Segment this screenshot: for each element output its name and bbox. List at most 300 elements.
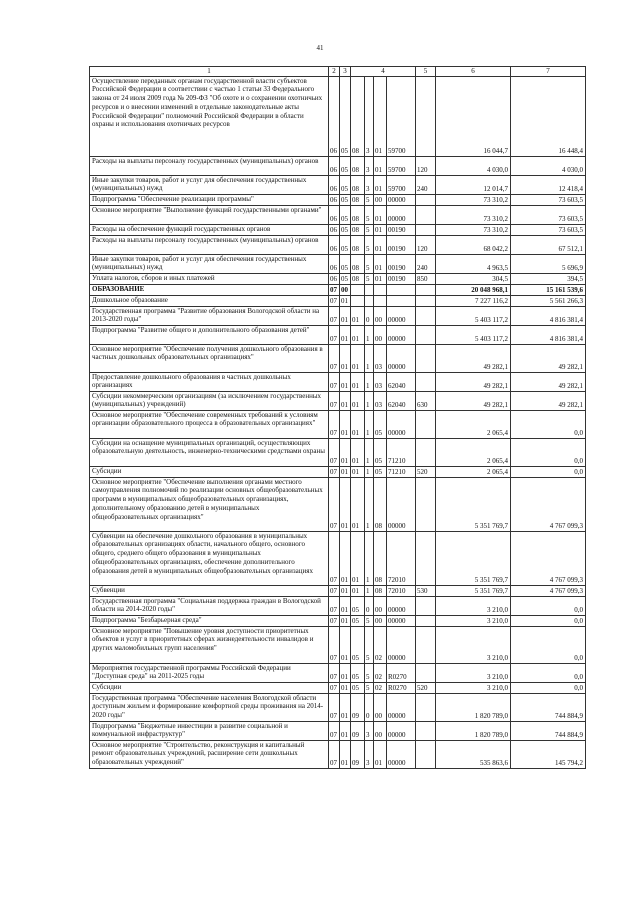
- row-code-section: 07: [329, 721, 340, 740]
- table-row: [90, 235, 586, 254]
- row-code-subsection: 05: [340, 273, 351, 284]
- row-value-year1: 2 065,4: [436, 438, 511, 466]
- row-code-subsection: 05: [340, 235, 351, 254]
- row-code-program: 08: [351, 175, 365, 194]
- row-code-expense-type: [416, 596, 436, 615]
- row-code-subsection: 01: [340, 693, 351, 721]
- row-code-program: 05: [351, 682, 365, 693]
- table-row: [90, 410, 586, 438]
- row-name-cell: Дошкольное образование: [90, 295, 329, 306]
- table-row: [90, 325, 586, 344]
- row-value-year1: 3 210,0: [436, 626, 511, 663]
- row-value-year1: 4 030,0: [436, 156, 511, 175]
- row-code-subprogram: 1: [365, 372, 374, 391]
- row-code-subsection: 00: [340, 284, 351, 295]
- row-code-expense-type: 520: [416, 682, 436, 693]
- row-code-section: 06: [329, 224, 340, 235]
- row-code-subprogram: 5: [365, 224, 374, 235]
- table-row: [90, 284, 586, 295]
- row-code-direction: 00000: [387, 615, 416, 626]
- row-code-subprogram: 1: [365, 391, 374, 410]
- row-code-program: [351, 284, 365, 295]
- row-code-expense-type: [416, 663, 436, 682]
- row-value-year1: 49 282,1: [436, 372, 511, 391]
- row-code-direction: 00190: [387, 235, 416, 254]
- row-code-section: 07: [329, 466, 340, 477]
- row-code-subprogram: 5: [365, 254, 374, 273]
- row-code-activity: 00: [374, 693, 387, 721]
- row-name-cell: Субсидии: [90, 682, 329, 693]
- row-value-year2: 49 282,1: [511, 372, 586, 391]
- row-name-cell: Иные закупки товаров, работ и услуг для обеспечения государственных (муниципальных) нужд: [90, 175, 329, 194]
- row-code-subsection: 01: [340, 325, 351, 344]
- row-code-direction: 00000: [387, 740, 416, 768]
- row-code-activity: 01: [374, 235, 387, 254]
- row-code-section: 07: [329, 306, 340, 325]
- row-code-subprogram: 1: [365, 344, 374, 372]
- row-code-expense-type: [416, 372, 436, 391]
- row-code-expense-type: 520: [416, 466, 436, 477]
- row-value-year1: 49 282,1: [436, 344, 511, 372]
- row-code-subsection: 01: [340, 721, 351, 740]
- row-value-year1: 5 351 769,7: [436, 531, 511, 585]
- row-value-year2: 73 603,5: [511, 205, 586, 224]
- header-cell-4: 4: [351, 67, 416, 77]
- row-code-expense-type: [416, 344, 436, 372]
- row-code-direction: R0270: [387, 663, 416, 682]
- row-code-expense-type: [416, 626, 436, 663]
- row-code-subprogram: 5: [365, 615, 374, 626]
- row-name-cell: Подпрограмма "Развитие общего и дополнительного образования детей": [90, 325, 329, 344]
- row-code-expense-type: [416, 693, 436, 721]
- row-code-activity: 00: [374, 306, 387, 325]
- row-value-year2: 0,0: [511, 663, 586, 682]
- row-code-activity: 00: [374, 615, 387, 626]
- row-code-subprogram: 3: [365, 721, 374, 740]
- row-code-direction: 59700: [387, 76, 416, 156]
- table-row: [90, 175, 586, 194]
- row-code-subsection: 01: [340, 585, 351, 596]
- row-code-activity: 08: [374, 585, 387, 596]
- row-code-subprogram: 5: [365, 235, 374, 254]
- row-code-expense-type: 120: [416, 235, 436, 254]
- row-code-program: 01: [351, 410, 365, 438]
- row-value-year2: 0,0: [511, 466, 586, 477]
- row-code-program: [351, 295, 365, 306]
- row-code-program: 01: [351, 531, 365, 585]
- row-name-cell: Основное мероприятие "Обеспечение современных требований к условиям организации образовательного процесса в образовательных организациях": [90, 410, 329, 438]
- row-value-year1: 4 963,5: [436, 254, 511, 273]
- row-code-subprogram: 5: [365, 273, 374, 284]
- row-code-section: 07: [329, 391, 340, 410]
- row-code-subsection: 01: [340, 477, 351, 531]
- row-code-subsection: 01: [340, 344, 351, 372]
- row-code-direction: 59700: [387, 175, 416, 194]
- table-row: [90, 721, 586, 740]
- row-code-activity: 02: [374, 626, 387, 663]
- row-code-direction: 00000: [387, 693, 416, 721]
- row-code-section: 06: [329, 76, 340, 156]
- row-code-expense-type: [416, 194, 436, 205]
- row-value-year1: 535 863,6: [436, 740, 511, 768]
- table-row: [90, 194, 586, 205]
- table-row: [90, 273, 586, 284]
- row-code-program: 05: [351, 626, 365, 663]
- row-code-section: 07: [329, 438, 340, 466]
- row-code-direction: 00000: [387, 306, 416, 325]
- row-value-year1: 3 210,0: [436, 663, 511, 682]
- row-code-section: 07: [329, 615, 340, 626]
- row-code-activity: 01: [374, 76, 387, 156]
- row-value-year2: 0,0: [511, 596, 586, 615]
- row-code-activity: 03: [374, 391, 387, 410]
- table-row: [90, 663, 586, 682]
- row-code-direction: 00190: [387, 273, 416, 284]
- row-code-direction: 00000: [387, 410, 416, 438]
- row-code-program: 09: [351, 693, 365, 721]
- table-row: [90, 224, 586, 235]
- row-code-program: 08: [351, 273, 365, 284]
- row-code-activity: 08: [374, 477, 387, 531]
- row-value-year2: 4 767 099,3: [511, 477, 586, 531]
- row-code-subsection: 01: [340, 663, 351, 682]
- row-code-subsection: 01: [340, 295, 351, 306]
- row-value-year2: 145 794,2: [511, 740, 586, 768]
- row-value-year2: 5 696,9: [511, 254, 586, 273]
- row-value-year2: 744 884,9: [511, 721, 586, 740]
- row-name-cell: Субсидии на оснащение муниципальных организаций, осуществляющих образовательную деятельность, инженерно-техническими средствами охраны: [90, 438, 329, 466]
- row-code-section: 06: [329, 175, 340, 194]
- row-code-subprogram: 1: [365, 325, 374, 344]
- row-code-program: 08: [351, 76, 365, 156]
- row-code-expense-type: [416, 740, 436, 768]
- row-code-expense-type: 530: [416, 585, 436, 596]
- table-row: [90, 615, 586, 626]
- row-code-activity: 00: [374, 721, 387, 740]
- row-code-program: 08: [351, 194, 365, 205]
- row-value-year2: 67 512,1: [511, 235, 586, 254]
- row-name-cell: Основное мероприятие "Строительство, реконструкция и капитальный ремонт образовательных учреждений, расширение сети дошкольных образовательных учреждений": [90, 740, 329, 768]
- row-code-direction: 72010: [387, 585, 416, 596]
- row-name-cell: Субсидии некоммерческим организациям (за исключением государственных (муниципальных) учреждений): [90, 391, 329, 410]
- row-code-program: 08: [351, 156, 365, 175]
- row-name-cell: Уплата налогов, сборов и иных платежей: [90, 273, 329, 284]
- row-code-subsection: 01: [340, 740, 351, 768]
- row-name-cell: Субвенции на обеспечение дошкольного образования в муниципальных образовательных организациях области, начального общего, основного общего, среднего общего образования в муниципальных общеобразовательных организациях, обеспечение дополнительного образования детей в муниципальных общеобразовательных организациях: [90, 531, 329, 585]
- table-row: [90, 596, 586, 615]
- row-value-year2: 394,5: [511, 273, 586, 284]
- row-value-year1: 73 310,2: [436, 205, 511, 224]
- row-code-direction: 00000: [387, 344, 416, 372]
- row-code-subprogram: 5: [365, 205, 374, 224]
- row-value-year1: 5 403 117,2: [436, 325, 511, 344]
- row-code-activity: [374, 295, 387, 306]
- row-code-program: 09: [351, 740, 365, 768]
- row-value-year1: 3 210,0: [436, 615, 511, 626]
- row-code-subsection: 01: [340, 466, 351, 477]
- row-name-cell: Субвенции: [90, 585, 329, 596]
- table-row: [90, 295, 586, 306]
- row-name-cell: Основное мероприятие "Повышение уровня доступности приоритетных объектов и услуг в приоритетных сферах жизнедеятельности инвалидов и других маломобильных групп населения": [90, 626, 329, 663]
- row-code-subsection: 05: [340, 194, 351, 205]
- row-value-year1: 12 014,7: [436, 175, 511, 194]
- table-row: [90, 693, 586, 721]
- row-value-year1: 20 048 968,1: [436, 284, 511, 295]
- row-code-activity: 01: [374, 205, 387, 224]
- row-name-cell: Основное мероприятие "Обеспечение выполнения органами местного самоуправления полномочий по реализации основных общеобразовательных программ в муниципальных общеобразовательных организациях, дополнительному образованию детей в муниципальных общеобразовательных организациях": [90, 477, 329, 531]
- row-name-cell: Подпрограмма "Обеспечение реализации программы": [90, 194, 329, 205]
- row-code-subprogram: 1: [365, 438, 374, 466]
- row-code-subsection: 05: [340, 156, 351, 175]
- row-name-cell: Расходы на выплаты персоналу государственных (муниципальных) органов: [90, 156, 329, 175]
- row-code-subprogram: 1: [365, 410, 374, 438]
- row-name-cell: Подпрограмма "Бюджетные инвестиции в развитие социальной и коммунальной инфраструктур": [90, 721, 329, 740]
- row-code-direction: 72010: [387, 531, 416, 585]
- row-code-subsection: 05: [340, 224, 351, 235]
- row-code-direction: 00190: [387, 254, 416, 273]
- row-code-section: 07: [329, 682, 340, 693]
- table-row: [90, 391, 586, 410]
- row-code-section: 07: [329, 740, 340, 768]
- row-code-expense-type: 850: [416, 273, 436, 284]
- row-code-subprogram: 1: [365, 466, 374, 477]
- row-code-program: 08: [351, 235, 365, 254]
- row-code-subsection: 01: [340, 391, 351, 410]
- row-code-activity: 08: [374, 531, 387, 585]
- row-code-subsection: 01: [340, 682, 351, 693]
- row-code-section: 07: [329, 663, 340, 682]
- row-code-subprogram: 5: [365, 682, 374, 693]
- row-name-cell: Субсидии: [90, 466, 329, 477]
- header-cell-6: 6: [436, 67, 511, 77]
- row-code-direction: R0270: [387, 682, 416, 693]
- row-code-program: 08: [351, 205, 365, 224]
- row-value-year2: 73 603,5: [511, 194, 586, 205]
- row-code-program: 01: [351, 477, 365, 531]
- row-code-direction: 59700: [387, 156, 416, 175]
- row-code-direction: 00000: [387, 477, 416, 531]
- table-row: [90, 531, 586, 585]
- row-value-year2: 0,0: [511, 682, 586, 693]
- row-value-year1: 1 820 789,0: [436, 721, 511, 740]
- row-code-program: 01: [351, 344, 365, 372]
- row-code-activity: 01: [374, 740, 387, 768]
- row-name-cell: Расходы на обеспечение функций государственных органов: [90, 224, 329, 235]
- row-name-cell: Осуществление переданных органам государственной власти субъектов Российской Федерации в соответствии с частью 1 статьи 33 Федерального закона от 24 июля 2009 года № 209-ФЗ "Об охоте и о сохранении охотничьих ресурсов и о внесении изменений в отдельные законодательные акты Российской Федерации" полномочий Российской Федерации в области охраны и использования охотничьих ресурсов: [90, 76, 329, 156]
- row-code-direction: 00000: [387, 194, 416, 205]
- row-code-subprogram: [365, 284, 374, 295]
- table-row: [90, 466, 586, 477]
- row-code-section: 07: [329, 693, 340, 721]
- row-value-year2: 0,0: [511, 626, 586, 663]
- row-code-subprogram: 3: [365, 76, 374, 156]
- row-name-cell: Расходы на выплаты персоналу государственных (муниципальных) органов: [90, 235, 329, 254]
- row-code-subsection: 05: [340, 254, 351, 273]
- row-value-year2: 0,0: [511, 615, 586, 626]
- row-code-section: 07: [329, 344, 340, 372]
- row-value-year1: 3 210,0: [436, 682, 511, 693]
- row-value-year1: 73 310,2: [436, 224, 511, 235]
- row-code-direction: 00000: [387, 205, 416, 224]
- row-code-expense-type: [416, 224, 436, 235]
- row-value-year2: 5 561 266,3: [511, 295, 586, 306]
- row-value-year2: 4 030,0: [511, 156, 586, 175]
- row-code-activity: 01: [374, 175, 387, 194]
- row-code-direction: 00190: [387, 224, 416, 235]
- row-code-section: 07: [329, 372, 340, 391]
- row-name-cell: ОБРАЗОВАНИЕ: [90, 284, 329, 295]
- row-code-program: 08: [351, 254, 365, 273]
- row-code-activity: 02: [374, 682, 387, 693]
- row-value-year1: 5 351 769,7: [436, 477, 511, 531]
- row-value-year2: 4 816 381,4: [511, 325, 586, 344]
- table-row: [90, 156, 586, 175]
- row-code-subsection: 05: [340, 205, 351, 224]
- table-row: [90, 372, 586, 391]
- row-value-year2: 4 767 099,3: [511, 531, 586, 585]
- row-code-program: 08: [351, 224, 365, 235]
- row-code-subsection: 01: [340, 531, 351, 585]
- row-value-year1: 2 065,4: [436, 410, 511, 438]
- row-name-cell: Иные закупки товаров, работ и услуг для обеспечения государственных (муниципальных) нужд: [90, 254, 329, 273]
- table-row: [90, 682, 586, 693]
- row-code-subsection: 05: [340, 76, 351, 156]
- row-code-activity: 01: [374, 156, 387, 175]
- row-code-subprogram: 1: [365, 531, 374, 585]
- row-value-year2: 16 448,4: [511, 76, 586, 156]
- row-code-program: 09: [351, 721, 365, 740]
- row-code-direction: [387, 284, 416, 295]
- row-code-section: 06: [329, 235, 340, 254]
- row-code-subprogram: [365, 295, 374, 306]
- row-code-section: 07: [329, 596, 340, 615]
- row-code-subprogram: 0: [365, 693, 374, 721]
- row-value-year2: 12 418,4: [511, 175, 586, 194]
- row-code-direction: 00000: [387, 721, 416, 740]
- header-cell-1: 1: [90, 67, 329, 77]
- row-code-activity: 02: [374, 663, 387, 682]
- row-code-program: 01: [351, 466, 365, 477]
- row-code-program: 01: [351, 306, 365, 325]
- row-code-direction: 00000: [387, 626, 416, 663]
- table-row: [90, 306, 586, 325]
- row-code-expense-type: [416, 295, 436, 306]
- row-code-direction: [387, 295, 416, 306]
- table-row: [90, 76, 586, 156]
- row-value-year2: 73 603,5: [511, 224, 586, 235]
- row-code-expense-type: 240: [416, 175, 436, 194]
- row-code-program: 05: [351, 663, 365, 682]
- row-code-expense-type: [416, 721, 436, 740]
- row-code-subsection: 01: [340, 410, 351, 438]
- row-value-year1: 49 282,1: [436, 391, 511, 410]
- row-value-year1: 1 820 789,0: [436, 693, 511, 721]
- row-code-direction: 00000: [387, 325, 416, 344]
- row-code-direction: 71210: [387, 438, 416, 466]
- row-value-year2: 0,0: [511, 410, 586, 438]
- row-code-section: 07: [329, 325, 340, 344]
- row-code-subprogram: 3: [365, 156, 374, 175]
- row-code-subsection: 01: [340, 372, 351, 391]
- row-name-cell: Мероприятия государственной программы Российской Федерации "Доступная среда" на 2011-2025 годы: [90, 663, 329, 682]
- row-code-subprogram: 1: [365, 585, 374, 596]
- row-name-cell: Государственная программа "Обеспечение населения Вологодской области доступным жильем и формирование комфортной среды проживания на 2014-2020 годы": [90, 693, 329, 721]
- row-code-subprogram: 3: [365, 175, 374, 194]
- row-code-expense-type: [416, 438, 436, 466]
- row-name-cell: Основное мероприятие "Выполнение функций государственными органами": [90, 205, 329, 224]
- row-code-subprogram: 3: [365, 740, 374, 768]
- row-code-program: 05: [351, 615, 365, 626]
- row-code-subprogram: 0: [365, 306, 374, 325]
- row-code-activity: 05: [374, 466, 387, 477]
- row-code-subsection: 01: [340, 306, 351, 325]
- row-code-activity: [374, 284, 387, 295]
- row-code-section: 06: [329, 194, 340, 205]
- row-value-year2: 49 282,1: [511, 391, 586, 410]
- table-row: [90, 477, 586, 531]
- row-code-expense-type: [416, 615, 436, 626]
- row-code-subprogram: 1: [365, 477, 374, 531]
- row-code-program: 05: [351, 596, 365, 615]
- row-code-activity: 05: [374, 410, 387, 438]
- row-code-expense-type: [416, 284, 436, 295]
- row-value-year1: 16 044,7: [436, 76, 511, 156]
- row-code-program: 01: [351, 438, 365, 466]
- budget-table-container: [89, 66, 585, 769]
- table-row: [90, 585, 586, 596]
- header-cell-2: 2: [329, 67, 340, 77]
- row-code-direction: 62040: [387, 372, 416, 391]
- budget-table: [89, 66, 586, 769]
- row-value-year2: 744 884,9: [511, 693, 586, 721]
- row-value-year1: 3 210,0: [436, 596, 511, 615]
- row-code-section: 07: [329, 585, 340, 596]
- row-code-section: 07: [329, 626, 340, 663]
- table-row: [90, 254, 586, 273]
- row-code-expense-type: [416, 477, 436, 531]
- table-row: [90, 205, 586, 224]
- table-row: [90, 626, 586, 663]
- row-code-program: 01: [351, 585, 365, 596]
- table-row: [90, 740, 586, 768]
- row-value-year2: 0,0: [511, 438, 586, 466]
- row-code-subsection: 05: [340, 175, 351, 194]
- row-name-cell: Подпрограмма "Безбарьерная среда": [90, 615, 329, 626]
- row-code-section: 06: [329, 273, 340, 284]
- row-code-section: 07: [329, 284, 340, 295]
- row-code-activity: 05: [374, 438, 387, 466]
- row-code-section: 07: [329, 295, 340, 306]
- table-row: [90, 438, 586, 466]
- row-value-year1: 5 351 769,7: [436, 585, 511, 596]
- row-name-cell: Государственная программа "Развитие образования Вологодской области на 2013-2020 годы": [90, 306, 329, 325]
- row-code-subsection: 01: [340, 438, 351, 466]
- row-code-subprogram: 5: [365, 663, 374, 682]
- row-code-activity: 00: [374, 325, 387, 344]
- row-code-program: 01: [351, 372, 365, 391]
- row-value-year1: 73 310,2: [436, 194, 511, 205]
- row-value-year1: 68 042,2: [436, 235, 511, 254]
- row-code-section: 06: [329, 156, 340, 175]
- row-code-direction: 71210: [387, 466, 416, 477]
- row-code-program: 01: [351, 325, 365, 344]
- row-value-year1: 304,5: [436, 273, 511, 284]
- row-code-activity: 03: [374, 372, 387, 391]
- table-header-row: [90, 67, 586, 77]
- row-code-section: 07: [329, 477, 340, 531]
- row-code-activity: 01: [374, 254, 387, 273]
- row-code-subprogram: 5: [365, 626, 374, 663]
